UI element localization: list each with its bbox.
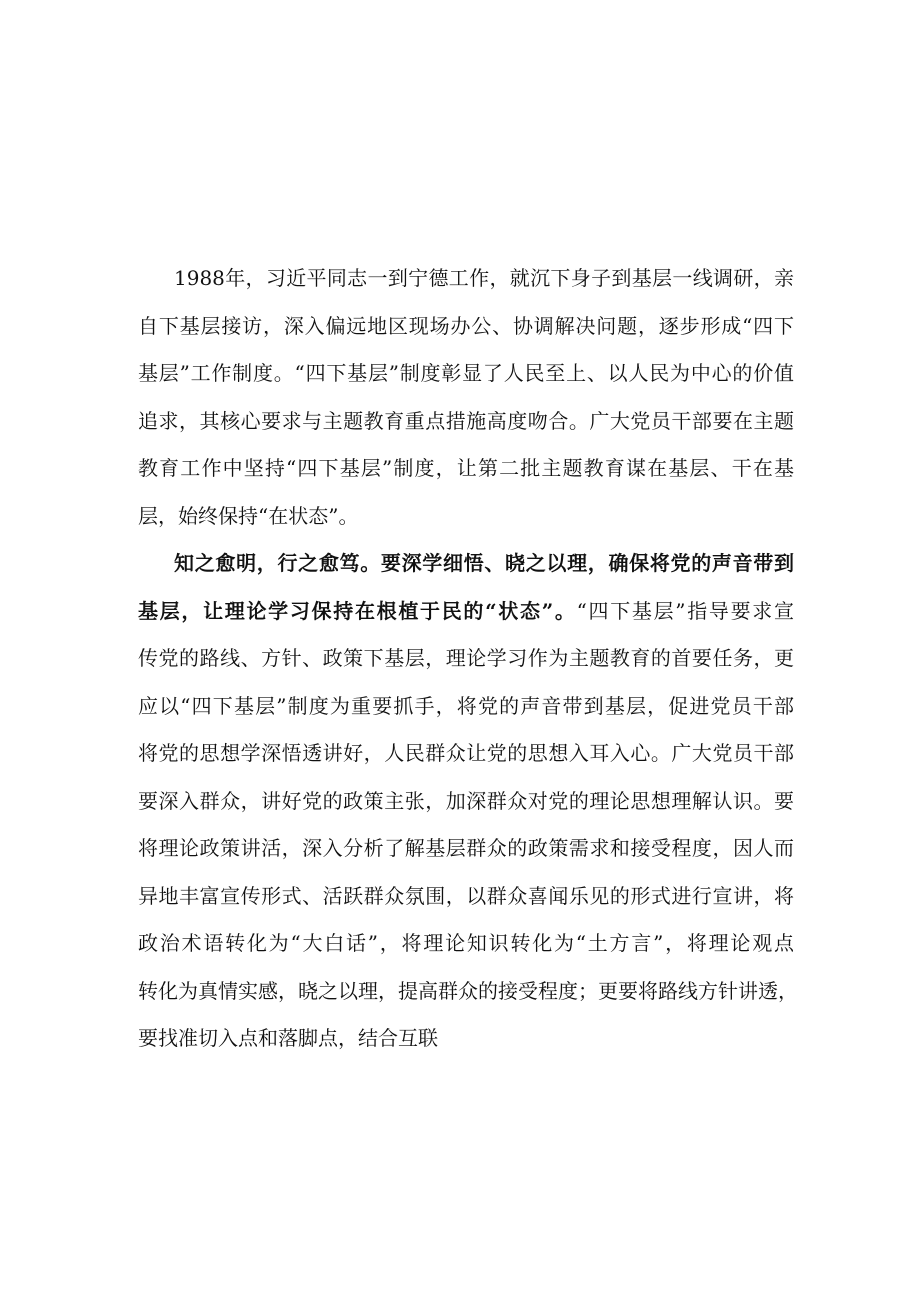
text-line: 要找准切入点和落脚点，结合互联 [138, 1026, 438, 1050]
text-line: 转化为真情实感，晓之以理，提高群众的接受程度；更要将路线方针讲透， [138, 978, 798, 1003]
text-line: 基层”工作制度。“四下基层”制度彰显了人民至上、以人民为中心的价值 [138, 361, 794, 385]
text-line: 应以“四下基层”制度为重要抓手，将党的声音带到基层，促进党员干部 [138, 693, 794, 718]
normal-text-segment: “四下基层”指导要求宣 [576, 598, 794, 623]
text-line: 层，始终保持“在状态”。 [138, 503, 359, 528]
paragraph-2 [138, 540, 798, 1063]
text-line: 自下基层接访，深入偏远地区现场办公、协调解决问题，逐步形成“四下 [138, 313, 794, 338]
bold-text-line: 知之愈明，行之愈笃。要深学细悟、晓之以理，确保将党的声音带到 [174, 551, 794, 575]
text-line: 将党的思想学深悟透讲好，人民群众让党的思想入耳入心。广大党员干部 [138, 741, 794, 765]
paragraph-1 [138, 255, 794, 540]
document-body [138, 255, 798, 1063]
text-line: 1988年，习近平同志一到宁德工作，就沉下身子到基层一线调研，亲 [174, 266, 794, 290]
bold-text-segment: 基层，让理论学习保持在根植于民的“状态”。 [138, 598, 577, 623]
text-line: 传党的路线、方针、政策下基层，理论学习作为主题教育的首要任务，更 [138, 646, 794, 670]
text-line: 政治术语转化为“大白话”，将理论知识转化为“土方言”，将理论观点 [138, 931, 794, 955]
text-line: 异地丰富宣传形式、活跃群众氛围，以群众喜闻乐见的形式进行宣讲，将 [138, 883, 794, 908]
text-line: 追求，其核心要求与主题教育重点措施高度吻合。广大党员干部要在主题 [138, 408, 794, 433]
text-line: 要深入群众，讲好党的政策主张，加深群众对党的理论思想理解认识。要 [138, 788, 794, 813]
mixed-text-line [138, 588, 794, 636]
text-line: 将理论政策讲活，深入分析了解基层群众的政策需求和接受程度，因人而 [138, 836, 794, 860]
text-line: 教育工作中坚持“四下基层”制度，让第二批主题教育谋在基层、干在基 [138, 456, 794, 480]
